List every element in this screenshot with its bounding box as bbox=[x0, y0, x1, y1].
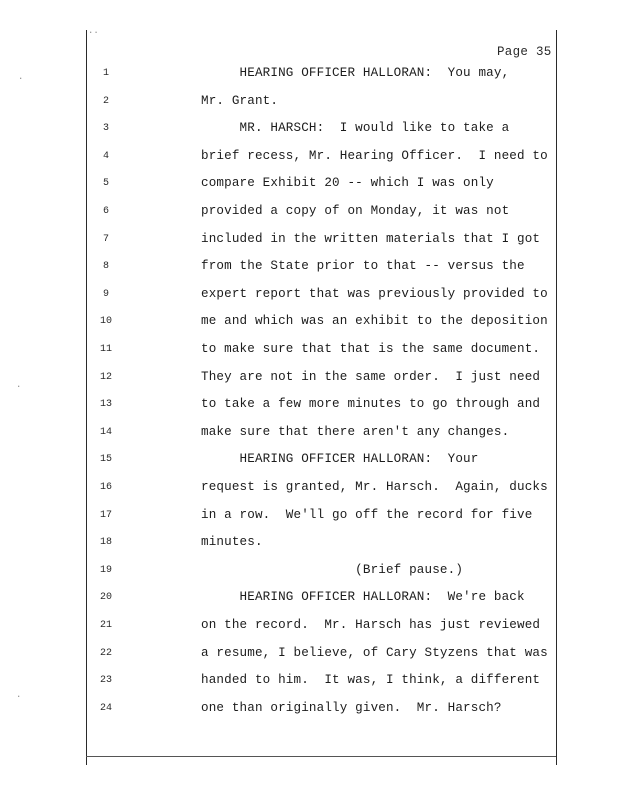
line-number: 18 bbox=[99, 537, 112, 549]
line-number: 13 bbox=[99, 399, 112, 411]
transcript-line: brief recess, Mr. Hearing Officer. I need to bbox=[201, 148, 548, 163]
transcript-line: HEARING OFFICER HALLORAN: We're back bbox=[201, 590, 525, 605]
scan-mark: · bbox=[18, 74, 24, 84]
line-number: 8 bbox=[102, 261, 109, 273]
line-number: 23 bbox=[99, 675, 112, 687]
page-number: Page 35 bbox=[497, 45, 552, 59]
transcript-line: to take a few more minutes to go through and bbox=[201, 397, 541, 412]
transcript-line: Mr. Grant. bbox=[201, 93, 279, 108]
transcript-line: (Brief pause.) bbox=[201, 562, 464, 577]
line-number: 1 bbox=[102, 68, 109, 79]
line-number: 3 bbox=[102, 123, 109, 135]
bottom-rule bbox=[86, 756, 556, 757]
transcript-line: minutes. bbox=[201, 535, 263, 550]
transcript-line: in a row. We'll go off the record for five bbox=[201, 507, 533, 522]
line-number: 16 bbox=[99, 482, 112, 493]
scan-mark: · bbox=[16, 692, 22, 702]
line-number: 7 bbox=[102, 233, 109, 245]
line-number: 2 bbox=[102, 95, 109, 107]
transcript-line: They are not in the same order. I just need bbox=[201, 369, 541, 384]
line-number: 20 bbox=[99, 592, 112, 604]
line-number: 22 bbox=[99, 647, 112, 659]
transcript-line: make sure that there aren't any changes. bbox=[201, 424, 510, 439]
transcript-line: request is granted, Mr. Harsch. Again, ducks bbox=[201, 480, 548, 494]
transcript-line: to make sure that that is the same document. bbox=[201, 342, 541, 356]
line-number: 17 bbox=[99, 509, 112, 521]
line-number: 21 bbox=[99, 620, 112, 631]
transcript-line: MR. HARSCH: I would like to take a bbox=[201, 121, 510, 136]
line-number: 24 bbox=[99, 702, 112, 714]
transcript-line: a resume, I believe, of Cary Styzens that was bbox=[201, 645, 548, 660]
transcript-line: provided a copy of on Monday, it was not bbox=[201, 204, 510, 218]
line-number: 4 bbox=[102, 150, 109, 162]
line-number: 5 bbox=[102, 178, 109, 190]
transcript-line: compare Exhibit 20 -- which I was only bbox=[201, 176, 494, 191]
transcript-line: HEARING OFFICER HALLORAN: Your bbox=[201, 452, 479, 467]
scan-mark: .. bbox=[88, 26, 99, 36]
transcript-line: me and which was an exhibit to the deposition bbox=[201, 314, 548, 329]
transcript-line: handed to him. It was, I think, a different bbox=[201, 673, 541, 688]
line-number: 9 bbox=[102, 288, 109, 300]
transcript-line: included in the written materials that I got bbox=[201, 231, 541, 246]
transcript-line: expert report that was previously provided to bbox=[201, 286, 548, 301]
line-number: 11 bbox=[99, 344, 112, 355]
scan-mark: · bbox=[16, 382, 22, 392]
transcript-line: on the record. Mr. Harsch has just reviewed bbox=[201, 618, 541, 632]
line-number: 6 bbox=[102, 206, 109, 217]
transcript-line: one than originally given. Mr. Harsch? bbox=[201, 700, 502, 715]
line-number: 14 bbox=[99, 426, 112, 438]
transcript-line: HEARING OFFICER HALLORAN: You may, bbox=[201, 66, 510, 80]
line-number: 10 bbox=[99, 316, 112, 328]
transcript-line: from the State prior to that -- versus the bbox=[201, 259, 525, 274]
line-number: 12 bbox=[99, 371, 112, 383]
line-number: 19 bbox=[99, 564, 112, 576]
line-number: 15 bbox=[99, 454, 112, 466]
